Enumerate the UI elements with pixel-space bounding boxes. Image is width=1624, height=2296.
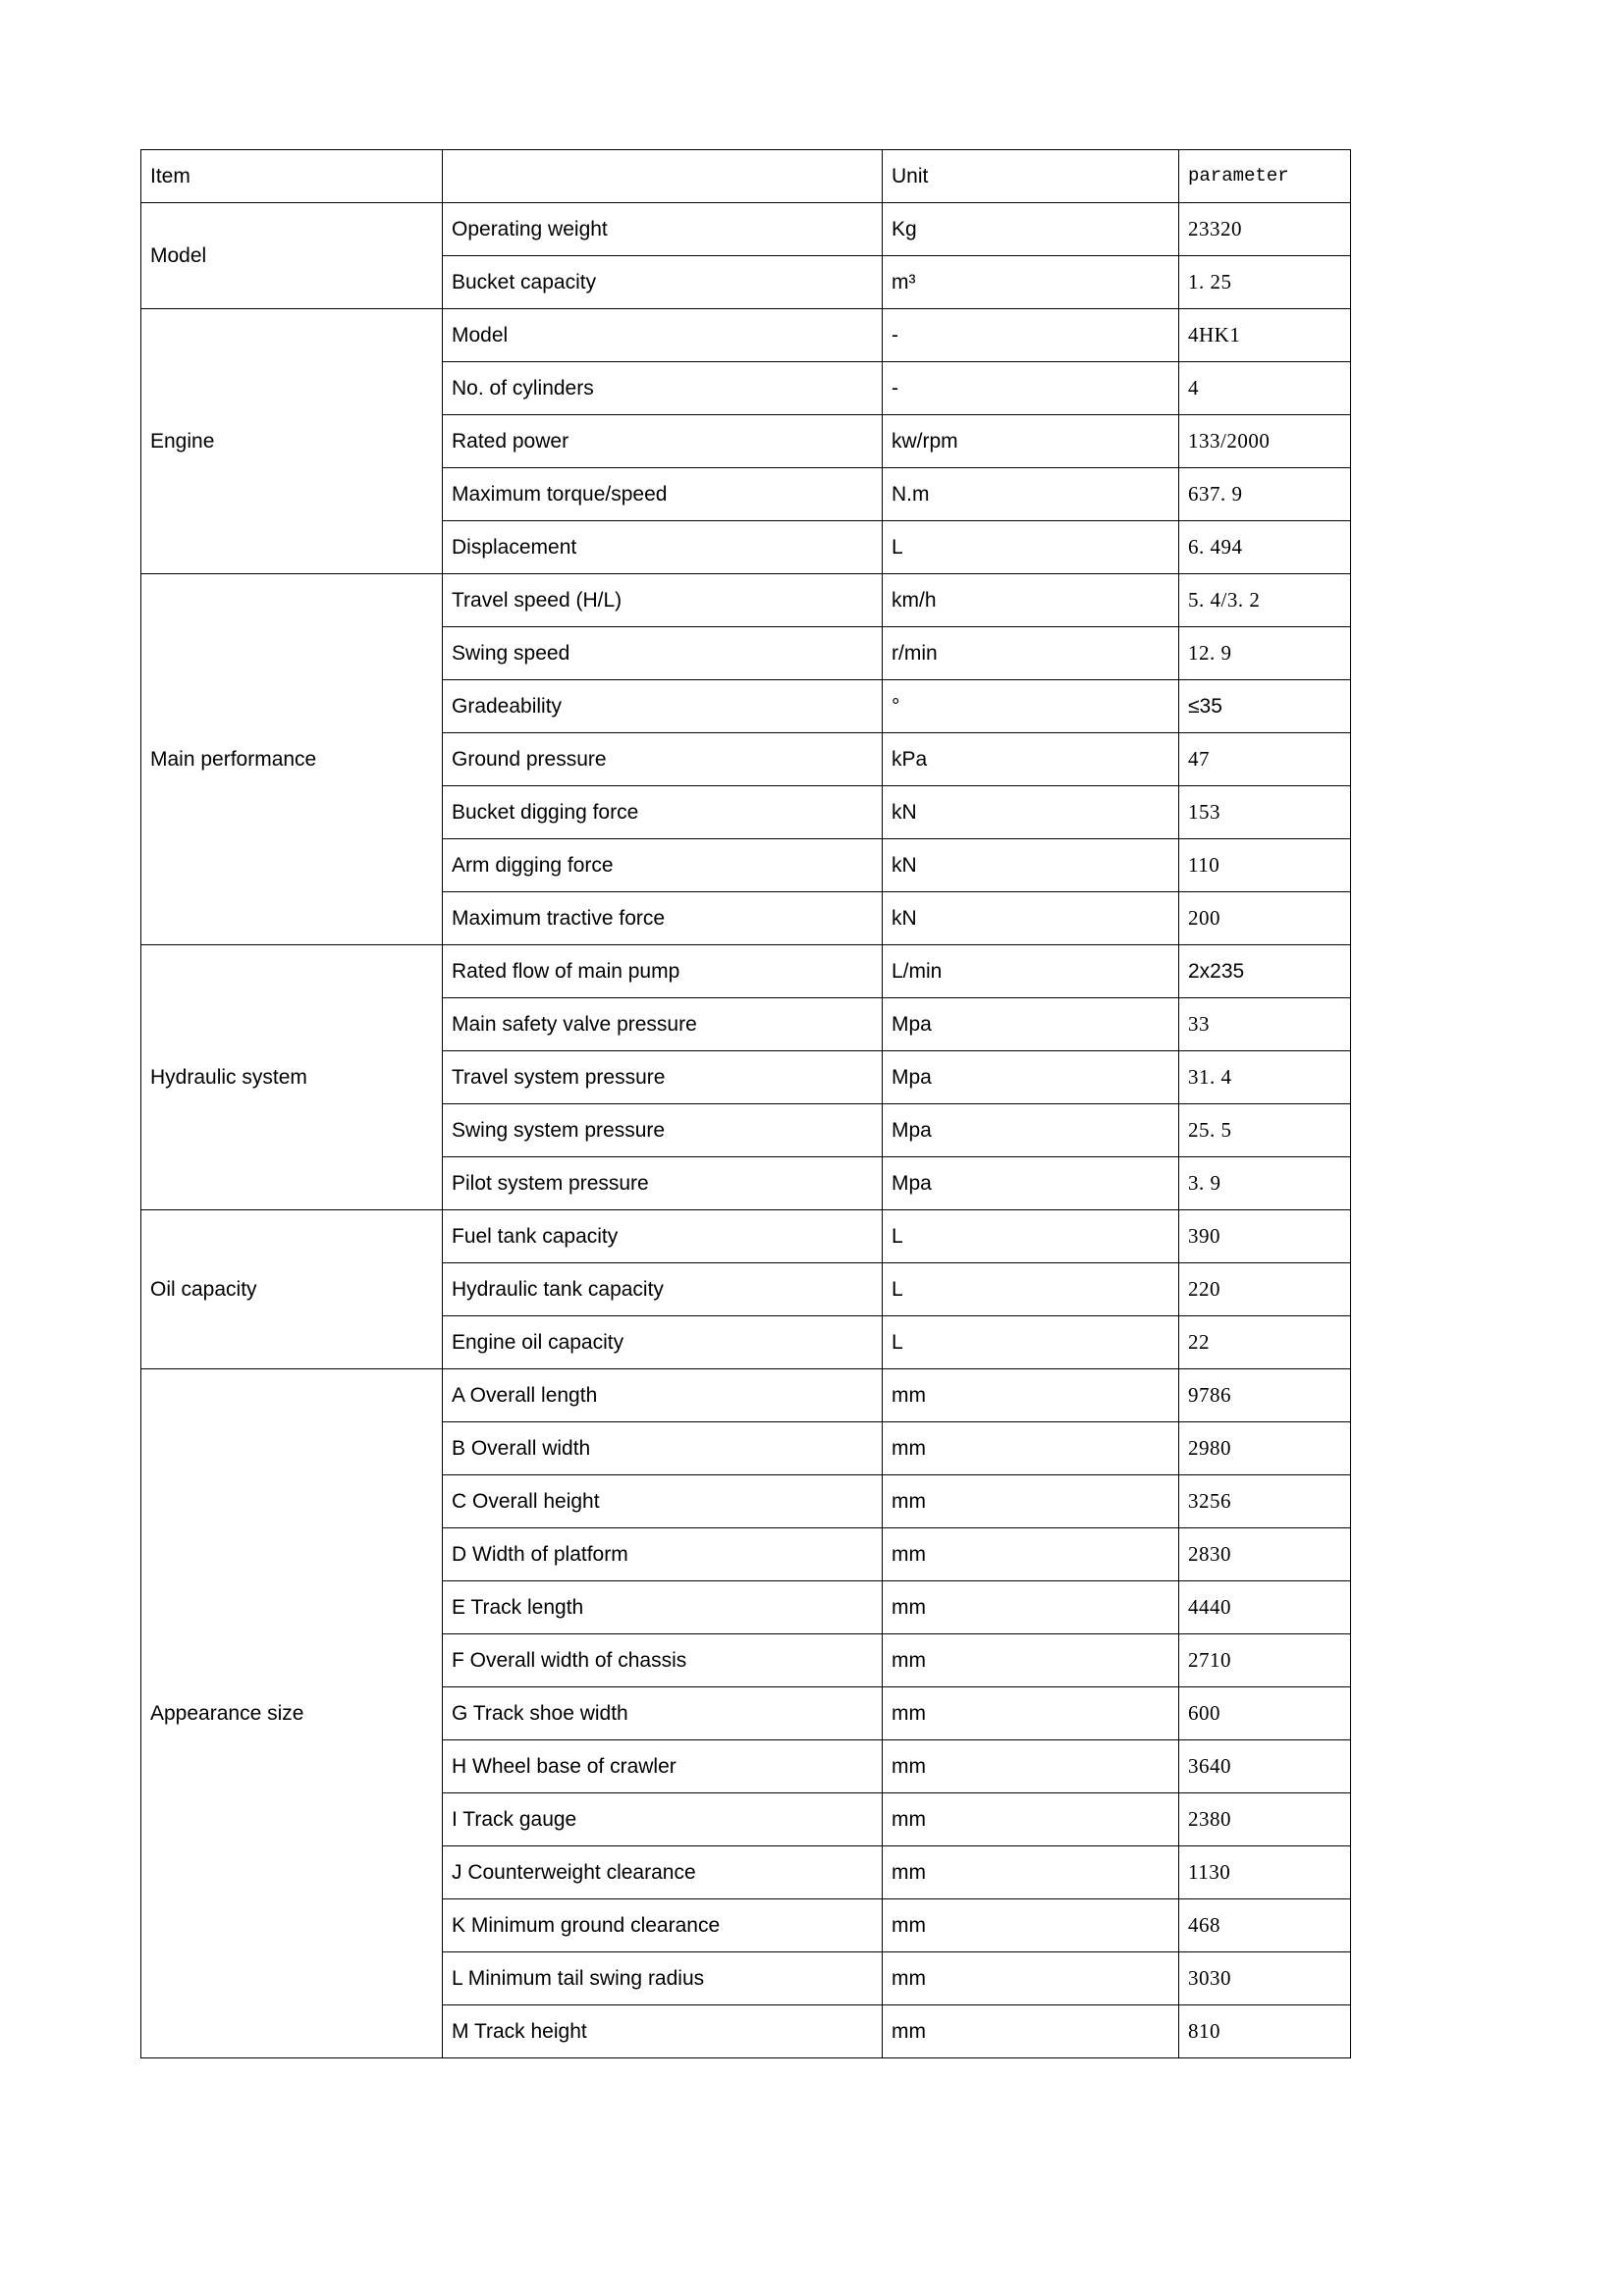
spec-name-cell: Gradeability (443, 680, 883, 733)
spec-name-cell: Fuel tank capacity (443, 1210, 883, 1263)
spec-name-cell: Main safety valve pressure (443, 998, 883, 1051)
spec-unit-cell: r/min (883, 627, 1179, 680)
spec-value-cell: 22 (1179, 1316, 1351, 1369)
header-item-cell: Item (141, 150, 443, 203)
spec-name-cell: No. of cylinders (443, 362, 883, 415)
spec-unit-cell: L (883, 1263, 1179, 1316)
spec-name-cell: Arm digging force (443, 839, 883, 892)
spec-value-cell: 390 (1179, 1210, 1351, 1263)
spec-value-cell: 600 (1179, 1687, 1351, 1740)
spec-unit-cell: km/h (883, 574, 1179, 627)
spec-unit-cell: L (883, 1210, 1179, 1263)
group-label-cell: Oil capacity (141, 1210, 443, 1369)
spec-unit-cell: mm (883, 2005, 1179, 2058)
spec-name-cell: F Overall width of chassis (443, 1634, 883, 1687)
spec-value-cell: 6. 494 (1179, 521, 1351, 574)
spec-value-cell: 23320 (1179, 203, 1351, 256)
group-label-cell: Main performance (141, 574, 443, 945)
spec-name-cell: Bucket digging force (443, 786, 883, 839)
spec-unit-cell: L (883, 1316, 1179, 1369)
spec-name-cell: H Wheel base of crawler (443, 1740, 883, 1793)
spec-value-cell: 4440 (1179, 1581, 1351, 1634)
spec-value-cell: 31. 4 (1179, 1051, 1351, 1104)
spec-name-cell: Hydraulic tank capacity (443, 1263, 883, 1316)
spec-name-cell: J Counterweight clearance (443, 1846, 883, 1899)
spec-unit-cell: mm (883, 1846, 1179, 1899)
table-row (141, 1210, 1351, 1263)
spec-value-cell: 810 (1179, 2005, 1351, 2058)
group-label-cell: Engine (141, 309, 443, 574)
spec-value-cell: 110 (1179, 839, 1351, 892)
spec-value-cell: 4 (1179, 362, 1351, 415)
spec-unit-cell: mm (883, 1899, 1179, 1952)
spec-unit-cell: mm (883, 1528, 1179, 1581)
spec-name-cell: Rated power (443, 415, 883, 468)
spec-value-cell: 25. 5 (1179, 1104, 1351, 1157)
spec-unit-cell: kN (883, 892, 1179, 945)
spec-unit-cell: kw/rpm (883, 415, 1179, 468)
table-row (141, 574, 1351, 627)
spec-value-cell: 220 (1179, 1263, 1351, 1316)
spec-name-cell: Travel system pressure (443, 1051, 883, 1104)
spec-unit-cell: L/min (883, 945, 1179, 998)
table-row (141, 309, 1351, 362)
spec-value-cell: 47 (1179, 733, 1351, 786)
spec-name-cell: Ground pressure (443, 733, 883, 786)
group-label-cell: Hydraulic system (141, 945, 443, 1210)
spec-value-cell: 2380 (1179, 1793, 1351, 1846)
spec-value-cell: 33 (1179, 998, 1351, 1051)
spec-value-cell: 1130 (1179, 1846, 1351, 1899)
table-row (141, 945, 1351, 998)
spec-name-cell: Maximum tractive force (443, 892, 883, 945)
spec-name-cell: D Width of platform (443, 1528, 883, 1581)
spec-name-cell: G Track shoe width (443, 1687, 883, 1740)
spec-unit-cell: mm (883, 1793, 1179, 1846)
spec-name-cell: Engine oil capacity (443, 1316, 883, 1369)
spec-name-cell: A Overall length (443, 1369, 883, 1422)
spec-name-cell: Displacement (443, 521, 883, 574)
spec-table-container (140, 149, 1350, 2058)
spec-unit-cell: mm (883, 1581, 1179, 1634)
spec-unit-cell: mm (883, 1422, 1179, 1475)
spec-name-cell: Travel speed (H/L) (443, 574, 883, 627)
table-row (141, 203, 1351, 256)
spec-unit-cell: - (883, 362, 1179, 415)
spec-value-cell: 3. 9 (1179, 1157, 1351, 1210)
spec-table (140, 149, 1351, 2058)
spec-unit-cell: N.m (883, 468, 1179, 521)
group-label-cell: Model (141, 203, 443, 309)
spec-unit-cell: Mpa (883, 1104, 1179, 1157)
header-blank-cell (443, 150, 883, 203)
spec-value-cell: 3640 (1179, 1740, 1351, 1793)
spec-name-cell: Model (443, 309, 883, 362)
table-row (141, 1369, 1351, 1422)
spec-unit-cell: Kg (883, 203, 1179, 256)
header-unit-cell: Unit (883, 150, 1179, 203)
spec-value-cell: 200 (1179, 892, 1351, 945)
spec-name-cell: K Minimum ground clearance (443, 1899, 883, 1952)
spec-name-cell: Operating weight (443, 203, 883, 256)
spec-unit-cell: L (883, 521, 1179, 574)
spec-name-cell: Maximum torque/speed (443, 468, 883, 521)
spec-value-cell: 468 (1179, 1899, 1351, 1952)
spec-unit-cell: mm (883, 1687, 1179, 1740)
spec-value-cell: 2x235 (1179, 945, 1351, 998)
spec-value-cell: 2830 (1179, 1528, 1351, 1581)
spec-value-cell: 12. 9 (1179, 627, 1351, 680)
spec-name-cell: Pilot system pressure (443, 1157, 883, 1210)
spec-value-cell: 2710 (1179, 1634, 1351, 1687)
spec-value-cell: 1. 25 (1179, 256, 1351, 309)
spec-name-cell: Bucket capacity (443, 256, 883, 309)
spec-value-cell: 5. 4/3. 2 (1179, 574, 1351, 627)
spec-name-cell: C Overall height (443, 1475, 883, 1528)
spec-name-cell: I Track gauge (443, 1793, 883, 1846)
spec-unit-cell: m³ (883, 256, 1179, 309)
spec-unit-cell: ° (883, 680, 1179, 733)
spec-unit-cell: mm (883, 1634, 1179, 1687)
spec-value-cell: 2980 (1179, 1422, 1351, 1475)
header-parameter-cell: parameter (1179, 150, 1351, 203)
spec-unit-cell: - (883, 309, 1179, 362)
spec-unit-cell: Mpa (883, 1051, 1179, 1104)
spec-name-cell: E Track length (443, 1581, 883, 1634)
spec-unit-cell: Mpa (883, 1157, 1179, 1210)
spec-name-cell: Swing system pressure (443, 1104, 883, 1157)
spec-value-cell: 637. 9 (1179, 468, 1351, 521)
spec-unit-cell: kN (883, 839, 1179, 892)
spec-unit-cell: mm (883, 1740, 1179, 1793)
spec-unit-cell: Mpa (883, 998, 1179, 1051)
spec-name-cell: L Minimum tail swing radius (443, 1952, 883, 2005)
spec-value-cell: 3256 (1179, 1475, 1351, 1528)
spec-name-cell: Swing speed (443, 627, 883, 680)
spec-unit-cell: kPa (883, 733, 1179, 786)
spec-name-cell: Rated flow of main pump (443, 945, 883, 998)
spec-unit-cell: mm (883, 1475, 1179, 1528)
spec-value-cell: ≤35 (1179, 680, 1351, 733)
spec-value-cell: 133/2000 (1179, 415, 1351, 468)
spec-name-cell: M Track height (443, 2005, 883, 2058)
spec-unit-cell: mm (883, 1952, 1179, 2005)
spec-unit-cell: kN (883, 786, 1179, 839)
table-header-row (141, 150, 1351, 203)
spec-value-cell: 153 (1179, 786, 1351, 839)
group-label-cell: Appearance size (141, 1369, 443, 2058)
spec-value-cell: 9786 (1179, 1369, 1351, 1422)
spec-unit-cell: mm (883, 1369, 1179, 1422)
spec-value-cell: 4HK1 (1179, 309, 1351, 362)
spec-value-cell: 3030 (1179, 1952, 1351, 2005)
spec-name-cell: B Overall width (443, 1422, 883, 1475)
